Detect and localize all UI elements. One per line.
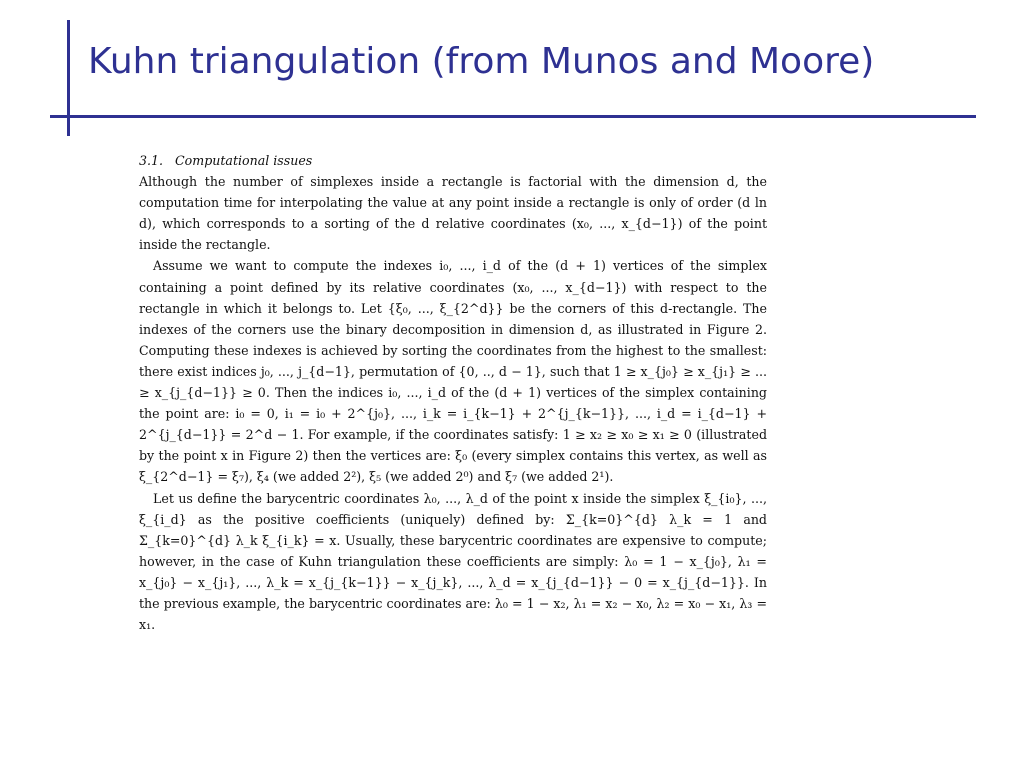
paragraph-3: Let us define the barycentric coordinates λ₀, ..., λ_d of the point x inside the simplex ξ_{i₀}, ..., ξ_{i_d} as the positive coefficients (uniquely) defined by: Σ_{k=0}^{d} λ_k = 1 and Σ_{k=0}^{d} λ_k ξ_{i_k} = x. Usually, these barycentric coordinates are expensive to compute; however, in the case of Kuhn triangulation these coefficients are simply: λ₀ = 1 − x_{j₀}, λ₁ = x_{j₀} − x_{j₁}, ..., λ_k = x_{j_{k−1}} − x_{j_k}, ..., λ_d = x_{j_{d−1}} − 0 = x_{j_{d−1}}. In the previous example, the barycentric coordinates are: λ₀ = 1 − x₂, λ₁ = x₂ − x₀, λ₂ = x₀ − x₁, λ₃ = x₁.	[139, 490, 767, 633]
section-heading: 3.1. Computational issues	[139, 153, 313, 168]
paragraph-1: Although the number of simplexes inside a rectangle is factorial with the dimension d, the computation time for interpolating the value at any point inside a rectangle is only of order (d ln d), which corresponds to a sorting of the d relative coordinates (x₀, ..., x_{d−1}) of the point inside the rectangle.	[139, 174, 767, 253]
title-accent-horizontal-rule	[50, 115, 976, 118]
slide-title: Kuhn triangulation (from Munos and Moore)	[88, 41, 875, 82]
paper-excerpt	[139, 150, 767, 635]
title-accent-vertical-rule	[67, 20, 70, 136]
paragraph-2: Assume we want to compute the indexes i₀, ..., i_d of the (d + 1) vertices of the simplex containing a point defined by its relative coordinates (x₀, ..., x_{d−1}) with respect to the rectangle in which it belongs to. Let {ξ₀, ..., ξ_{2^d}} be the corners of this d-rectangle. The indexes of the corners use the binary decomposition in dimension d, as illustrated in Figure 2. Computing these indexes is achieved by sorting the coordinates from the highest to the smallest: there exist indices j₀, ..., j_{d−1}, permutation of {0, .., d − 1}, such that 1 ≥ x_{j₀} ≥ x_{j₁} ≥ ... ≥ x_{j_{d−1}} ≥ 0. Then the indices i₀, ..., i_d of the (d + 1) vertices of the simplex containing the point are: i₀ = 0, i₁ = i₀ + 2^{j₀}, ..., i_k = i_{k−1} + 2^{j_{k−1}}, ..., i_d = i_{d−1} + 2^{j_{d−1}} = 2^d − 1. For example, if the coordinates satisfy: 1 ≥ x₂ ≥ x₀ ≥ x₁ ≥ 0 (illustrated by the point x in Figure 2) then the vertices are: ξ₀ (every simplex contains this vertex, as well as ξ_{2^d−1} = ξ₇), ξ₄ (we added 2²), ξ₅ (we added 2⁰) and ξ₇ (we added 2¹).	[139, 258, 767, 485]
